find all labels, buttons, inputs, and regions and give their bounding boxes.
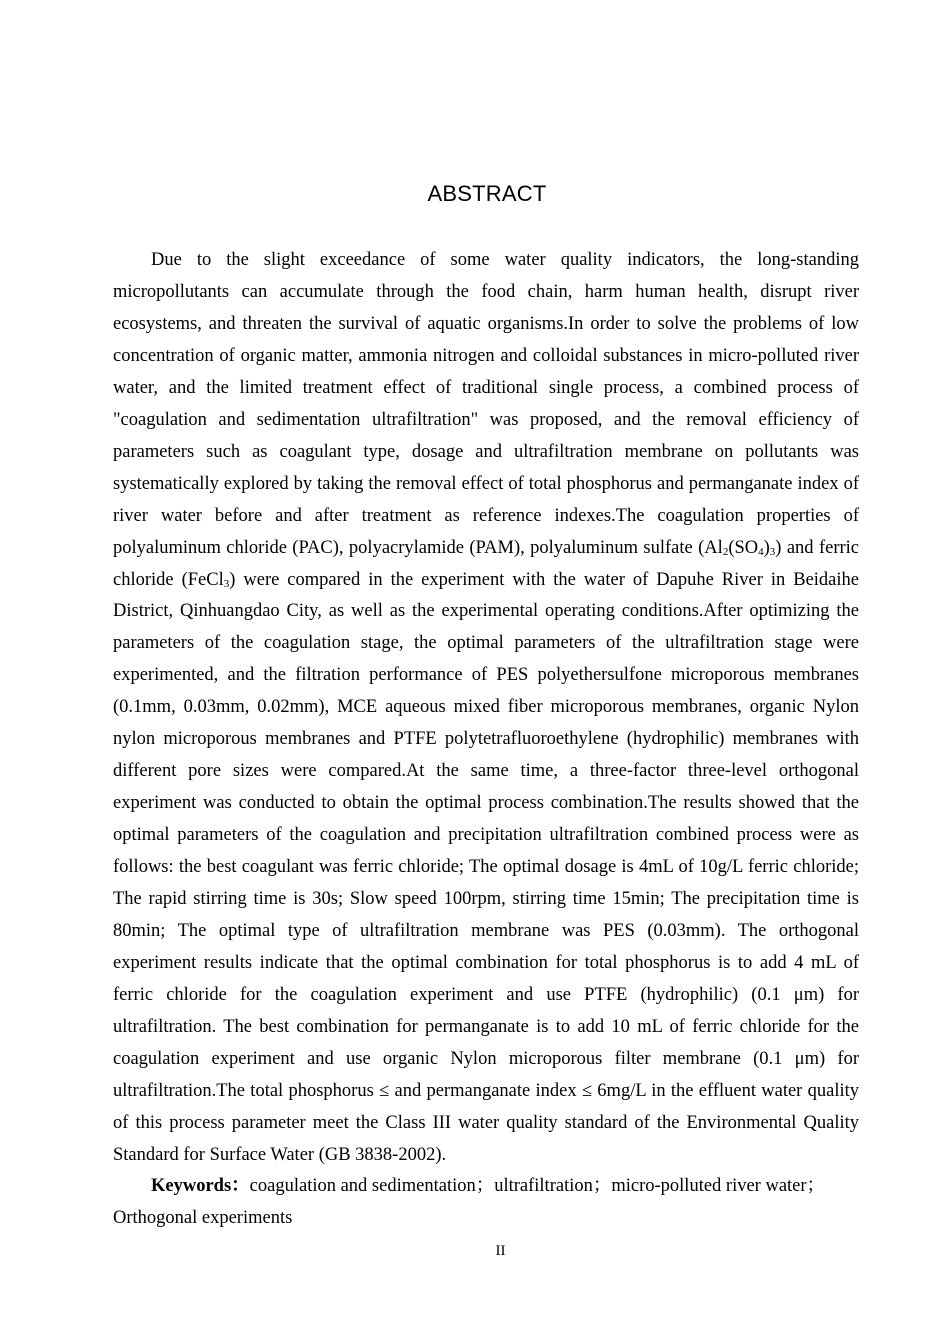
abstract-text-part: Due to the slight exceedance of some water quality indicators, the long-standing micropollutants can accumulate through the food chain, harm human health, disrupt river ecosystems, and threaten the survival of aquatic organisms.In order to solve the problems of low concentration of organic matter, ammonia nitrogen and colloidal substances in micro-polluted river water, and the limited treatment effect of traditional single process, a combined process of "coagulation and sedimentation ultrafiltration" was proposed, and the removal efficiency of parameters such as coagulant type, dosage and ultrafiltration membrane on pollutants was systematically explored by taking the removal effect of total phosphorus and permanganate index of river water before and after treatment as reference indexes.The coagulation properties of polyaluminum chloride (PAC), polyacrylamide (PAM), polyaluminum sulfate (Al	[113, 250, 859, 558]
abstract-text-part: )	[763, 537, 770, 558]
abstract-text-part: (SO	[728, 537, 759, 558]
keywords-line	[113, 1171, 859, 1235]
abstract-text-part: ) and ferric chloride (FeCl	[113, 537, 859, 590]
abstract-paragraph	[113, 245, 859, 1172]
subscript: 2	[722, 545, 729, 558]
subscript: 4	[758, 545, 764, 558]
keywords-items: coagulation and sedimentation；ultrafiltration；micro-polluted river water；Orthogonal experiments	[113, 1176, 826, 1228]
page-number: II	[495, 1243, 506, 1259]
subscript: 3	[769, 545, 776, 558]
abstract-text-part: ) were compared in the experiment with the water of Dapuhe River in Beidaihe District, Qinhuangdao City, as well as the experimental operating conditions.After optimizing the parameters of the coagulation stage, the optimal parameters of the ultrafiltration stage were experimented, and the filtration performance of PES polyethersulfone microporous membranes (0.1mm, 0.03mm, 0.02mm), MCE aqueous mixed fiber microporous membranes, organic Nylon nylon microporous membranes and PTFE polytetrafluoroethylene (hydrophilic) membranes with different pore sizes were compared.At the same time, a three-factor three-level orthogonal experiment was conducted to obtain the optimal process combination.The results showed that the optimal parameters of the coagulation and precipitation ultrafiltration combined process were as follows: the best coagulant was ferric chloride; The optimal dosage is 4mL of 10g/L ferric chloride; The rapid stirring time is 30s; Slow speed 100rpm, stirring time 15min; The precipitation time is 80min; The optimal type of ultrafiltration membrane was PES (0.03mm). The orthogonal experiment results indicate that the optimal combination for total phosphorus is to add 4 mL of ferric chloride for the coagulation experiment and use PTFE (hydrophilic) (0.1 μm) for ultrafiltration. The best combination for permanganate is to add 10 mL of ferric chloride for the coagulation experiment and use organic Nylon microporous filter membrane (0.1 μm) for ultrafiltration.The total phosphorus ≤ and permanganate index ≤ 6mg/L in the effluent water quality of this process parameter meet the Class III water quality standard of the Environmental Quality Standard for Surface Water (GB 3838-2002).	[113, 569, 859, 1165]
keywords-label: Keywords：	[151, 1176, 250, 1196]
abstract-title: ABSTRACT	[427, 181, 547, 206]
subscript: 3	[223, 577, 230, 590]
